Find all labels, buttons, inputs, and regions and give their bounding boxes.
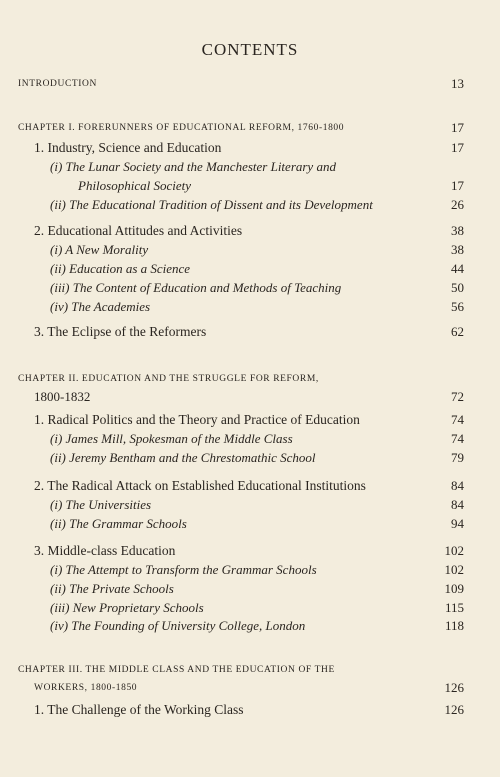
page-number: 115	[444, 600, 464, 615]
page-number: 17	[451, 178, 464, 193]
page-number: 26	[451, 197, 464, 212]
subsection-title: (iii) New Proprietary Schools	[50, 600, 204, 615]
page-number: 102	[444, 543, 464, 558]
chapter-title: CHAPTER II. EDUCATION AND THE STRUGGLE FOR REFORM,	[18, 374, 319, 384]
page-number: 50	[451, 280, 464, 295]
section-title: 3. Middle-class Education	[34, 543, 176, 558]
page-number: 94	[451, 516, 464, 531]
subsection-title: (iii) The Content of Education and Methods of Teaching	[50, 280, 342, 295]
section-title: 1. Radical Politics and the Theory and Practice of Education	[34, 412, 360, 427]
page-number: 118	[444, 618, 464, 633]
section-title: 3. The Eclipse of the Reformers	[34, 324, 207, 339]
page-number: 74	[451, 431, 464, 446]
subsection-title: (iv) The Founding of University College, London	[50, 618, 306, 633]
page-number: 62	[451, 324, 464, 339]
page-number: 84	[451, 478, 464, 493]
page-number: 72	[451, 389, 464, 404]
subsection-title: (i) James Mill, Spokesman of the Middle Class	[50, 431, 293, 446]
chapter-title-continued: 1800-1832	[34, 389, 91, 404]
subsection-title: (i) The Lunar Society and the Manchester Literary and	[50, 159, 336, 174]
section-title: 2. Educational Attitudes and Activities	[34, 223, 243, 238]
subsection-title: (i) A New Morality	[50, 242, 149, 257]
chapter-title-continued: WORKERS, 1800-1850	[34, 683, 138, 693]
section-title: 1. The Challenge of the Working Class	[34, 702, 244, 717]
subsection-title-continued: Philosophical Society	[78, 178, 192, 193]
subsection-title: (iv) The Academies	[50, 299, 151, 314]
page-number: 79	[451, 450, 464, 465]
page-number: 126	[444, 680, 464, 695]
page-number: 56	[451, 299, 464, 314]
subsection-title: (ii) The Grammar Schools	[50, 516, 187, 531]
subsection-title: (i) The Universities	[50, 497, 152, 512]
page-title: CONTENTS	[201, 40, 299, 59]
page-number: 13	[451, 76, 464, 91]
subsection-title: (ii) The Educational Tradition of Dissent and its Development	[50, 197, 373, 212]
page-number: 109	[444, 581, 464, 596]
entry-label: INTRODUCTION	[18, 79, 97, 89]
subsection-title: (i) The Attempt to Transform the Grammar Schools	[50, 562, 317, 577]
section-title: 2. The Radical Attack on Established Educational Institutions	[34, 478, 366, 493]
page-number: 38	[451, 223, 464, 238]
page-number: 44	[451, 261, 464, 276]
subsection-title: (ii) Education as a Science	[50, 261, 191, 276]
subsection-title: (ii) The Private Schools	[50, 581, 174, 596]
page-number: 17	[451, 120, 464, 135]
page-number: 74	[451, 412, 464, 427]
page-number: 17	[451, 140, 464, 155]
page-number: 126	[444, 702, 464, 717]
page-number: 102	[444, 562, 464, 577]
chapter-title: CHAPTER III. THE MIDDLE CLASS AND THE EDUCATION OF THE	[18, 665, 335, 675]
chapter-title: CHAPTER I. FORERUNNERS OF EDUCATIONAL REFORM, 1760-1800	[18, 123, 345, 133]
section-title: 1. Industry, Science and Education	[34, 140, 222, 155]
subsection-title: (ii) Jeremy Bentham and the Chrestomathic School	[50, 450, 316, 465]
page-number: 38	[451, 242, 464, 257]
page-number: 84	[451, 497, 464, 512]
